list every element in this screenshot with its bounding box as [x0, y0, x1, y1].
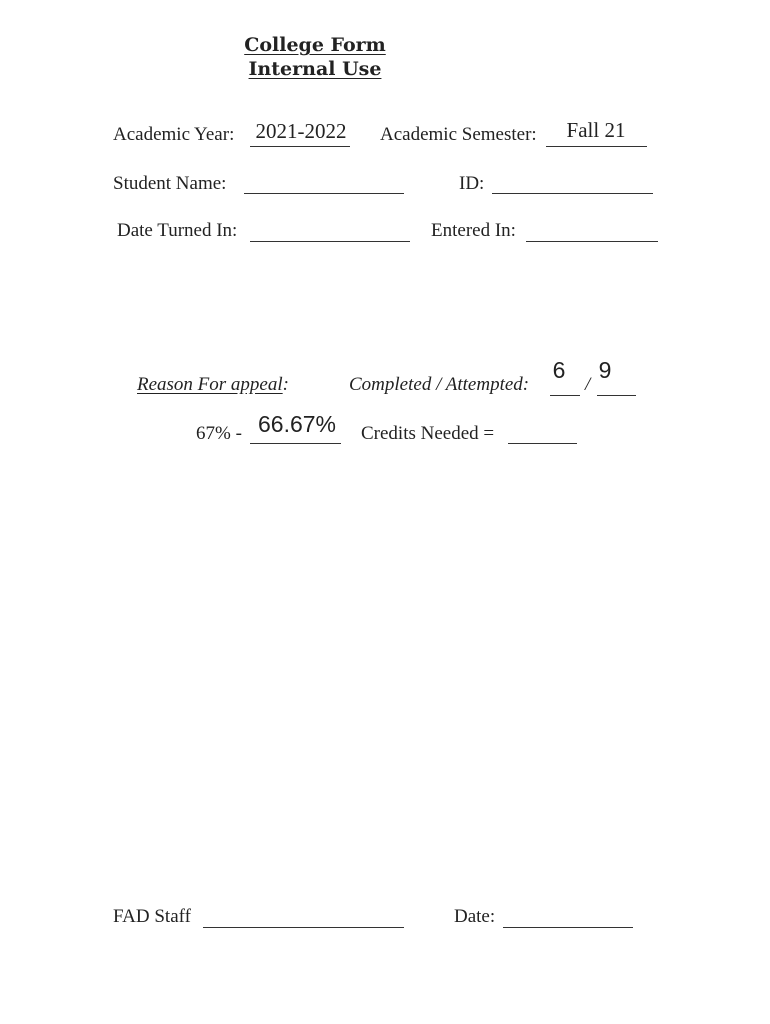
entered-in-label: Entered In: [431, 220, 516, 241]
id-label: ID: [459, 173, 485, 194]
credits-needed-field[interactable] [508, 443, 577, 444]
reason-colon: : [282, 374, 289, 395]
academic-year-label: Academic Year: [113, 124, 235, 145]
form-title-line1: College Form [244, 34, 386, 56]
date-turned-in-label: Date Turned In: [117, 220, 238, 241]
credits-needed-label: Credits Needed = [361, 423, 495, 444]
fad-staff-field[interactable] [203, 927, 404, 928]
reason-for-appeal-label [137, 374, 289, 396]
id-field[interactable] [492, 193, 653, 194]
completed-line[interactable] [550, 395, 580, 396]
academic-semester-value[interactable]: Fall 21 [566, 118, 626, 142]
completed-value[interactable]: 6 [552, 357, 566, 383]
slash-separator: / [585, 374, 591, 395]
percent-label: 67% - [196, 423, 242, 444]
entered-in-field[interactable] [526, 241, 658, 242]
form-title-line2: Internal Use [248, 58, 382, 80]
date-field[interactable] [503, 927, 633, 928]
fad-staff-label: FAD Staff [113, 906, 191, 927]
date-label: Date: [454, 906, 496, 927]
academic-semester-label: Academic Semester: [380, 124, 537, 145]
attempted-line[interactable] [597, 395, 636, 396]
reason-for-appeal-text: Reason For appeal [137, 374, 283, 395]
academic-year-value[interactable]: 2021-2022 [255, 119, 347, 143]
student-name-label: Student Name: [113, 173, 227, 194]
attempted-value[interactable]: 9 [598, 357, 612, 383]
completed-attempted-label: Completed / Attempted: [349, 374, 530, 395]
date-turned-in-field[interactable] [250, 241, 410, 242]
academic-semester-line[interactable] [546, 146, 647, 147]
percent-line[interactable] [250, 443, 341, 444]
student-name-field[interactable] [244, 193, 404, 194]
percent-value[interactable]: 66.67% [257, 411, 336, 437]
academic-year-line[interactable] [250, 146, 350, 147]
